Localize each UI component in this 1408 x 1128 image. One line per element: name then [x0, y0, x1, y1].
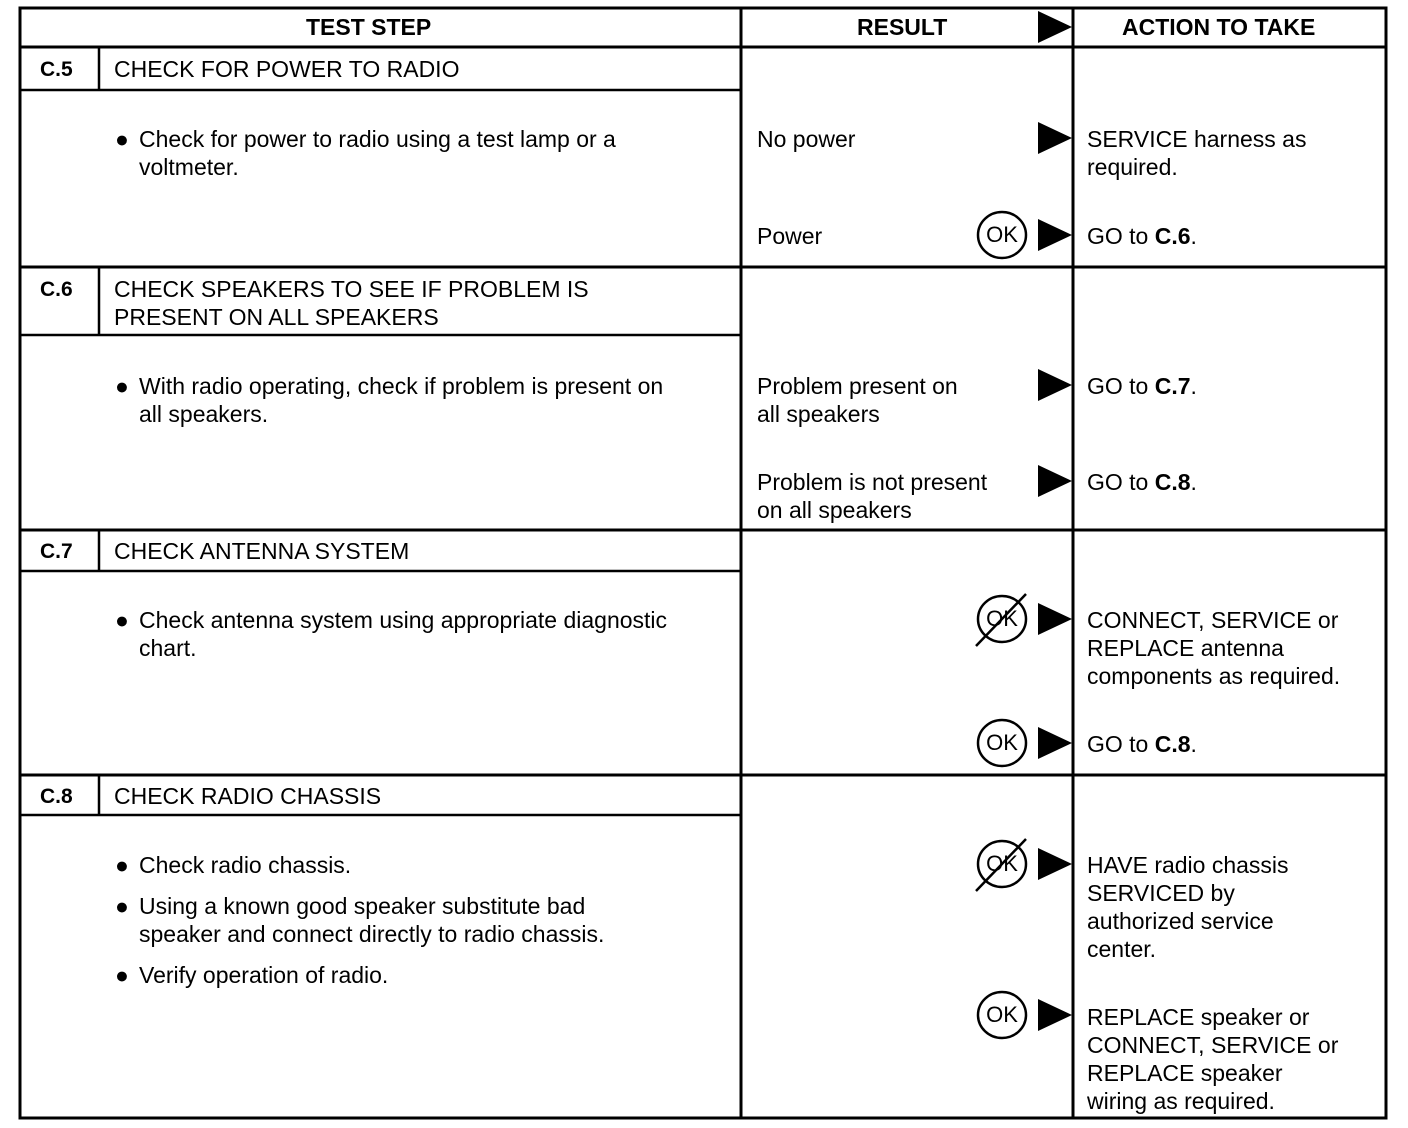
arrow-icon — [1038, 368, 1072, 402]
step-title: CHECK RADIO CHASSIS — [114, 783, 382, 809]
ok-circle-icon — [976, 990, 1028, 1040]
header-arrow-icon — [1038, 10, 1072, 44]
ok-label: OK — [986, 851, 1018, 876]
arrow-icon — [1038, 998, 1072, 1032]
bullet-icon: ● — [115, 607, 129, 633]
arrow-icon — [1038, 726, 1072, 760]
arrow-icon — [1038, 121, 1072, 155]
ok-circle-icon — [976, 718, 1028, 768]
action-text: GO to C.6. — [1087, 223, 1197, 249]
ok-circle-icon — [976, 210, 1028, 260]
result-text: No power — [757, 126, 856, 152]
step-code: C.5 — [40, 58, 73, 81]
step-title: CHECK FOR POWER TO RADIO — [114, 56, 460, 82]
bullet-icon: ● — [115, 373, 129, 399]
step-bullet: ● Check antenna system using appropriate diagnostic chart. — [115, 607, 668, 661]
bullet-icon: ● — [115, 126, 129, 152]
action-text: GO to C.7. — [1087, 373, 1197, 399]
step-code: C.7 — [40, 540, 73, 563]
action-text: CONNECT, SERVICE or REPLACE antenna components as required. — [1087, 607, 1341, 689]
ok-label: OK — [986, 606, 1018, 631]
action-text: GO to C.8. — [1087, 469, 1197, 495]
step-code: C.8 — [40, 785, 73, 808]
header-test-step: TEST STEP — [306, 14, 432, 40]
step-title: CHECK SPEAKERS TO SEE IF PROBLEM IS PRESENT ON ALL SPEAKERS — [114, 276, 589, 330]
step-bullet: ● Check for power to radio using a test lamp or a voltmeter. — [115, 126, 616, 180]
step-title: CHECK ANTENNA SYSTEM — [114, 538, 410, 564]
arrow-icon — [1038, 847, 1072, 881]
bullet-icon: ● — [115, 852, 129, 878]
step-bullet: ● With radio operating, check if problem is present on all speakers. — [115, 373, 664, 427]
ok-label: OK — [986, 730, 1018, 755]
step-code: C.6 — [40, 278, 73, 301]
bullet-icon: ● — [115, 893, 129, 919]
action-text: REPLACE speaker or CONNECT, SERVICE or REPLACE speaker wiring as required. — [1087, 1004, 1339, 1114]
action-text: HAVE radio chassis SERVICED by authorized service center. — [1087, 852, 1289, 962]
ok-label: OK — [986, 1002, 1018, 1027]
header-result: RESULT — [857, 14, 948, 40]
result-text: Problem is not present on all speakers — [757, 469, 988, 523]
arrow-icon — [1038, 218, 1072, 252]
step-bullet: ● Using a known good speaker substitute bad speaker and connect directly to radio chassis. — [115, 893, 605, 947]
not-ok-circle-icon — [972, 837, 1032, 893]
result-text: Power — [757, 223, 823, 249]
not-ok-circle-icon — [972, 592, 1032, 648]
arrow-icon — [1038, 602, 1072, 636]
arrow-icon — [1038, 464, 1072, 498]
header-action: ACTION TO TAKE — [1122, 14, 1316, 40]
bullet-icon: ● — [115, 962, 129, 988]
step-bullet: ● Check radio chassis. — [115, 852, 352, 878]
result-text: Problem present on all speakers — [757, 373, 958, 427]
step-bullet: ● Verify operation of radio. — [115, 962, 389, 988]
ok-label: OK — [986, 222, 1018, 247]
action-text: SERVICE harness as required. — [1087, 126, 1307, 180]
action-text: GO to C.8. — [1087, 731, 1197, 757]
